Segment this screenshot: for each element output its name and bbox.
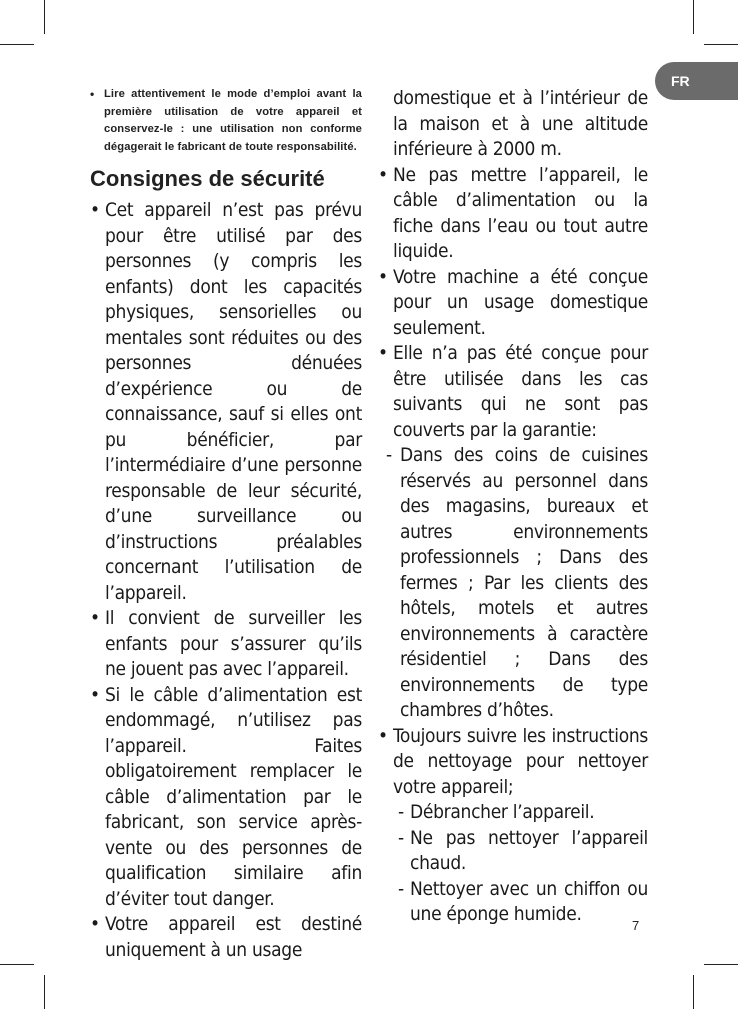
intro-note: • Lire attentivement le mode d’emploi avant la première utilisation de votre appareil et conservez-le : une utilisation non conforme dégagerait le fabricant de toute responsabilité. <box>90 86 362 156</box>
language-tab: FR <box>655 62 738 100</box>
crop-mark <box>0 964 34 965</box>
dash-icon: - <box>398 801 404 823</box>
list-item-text: Votre machine a été conçue pour un usage domestique seulement. <box>393 265 648 339</box>
page-number: 7 <box>632 918 640 933</box>
list-item <box>90 606 362 683</box>
bullet-icon: • <box>378 342 388 364</box>
list-item <box>90 683 362 913</box>
bullet-icon: • <box>90 913 100 935</box>
list-item-text: Cet appareil n’est pas prévu pour être utilisé par des personnes (y compris les enfants) dont les capacités physiques, sensorielles ou mentales sont réduites ou des personnes dénuées d’expérience ou de connaissance, sauf si elles ont pu bénéficier, par l’intermédiaire d’une personne responsable de leur sécurité, d’une surveillance ou d’instructions préalables concernant l’utilisation de l’appareil. <box>105 199 362 604</box>
list-item <box>378 341 648 443</box>
list-item <box>90 912 362 963</box>
dash-icon: - <box>398 826 404 849</box>
list-item <box>378 163 648 265</box>
list-item-text: Il convient de surveiller les enfants pour s’assurer qu’ils ne jouent pas avec l’appareil. <box>105 607 362 680</box>
bullet-icon: • <box>378 265 388 288</box>
dash-icon: - <box>398 877 404 900</box>
left-column <box>90 86 362 963</box>
bullet-icon: • <box>378 724 388 747</box>
bullet-icon: • <box>90 607 100 629</box>
sub-item <box>378 877 648 928</box>
list-item <box>378 724 648 801</box>
list-item-text: Elle n’a pas été conçue pour être utilisée dans les cas suivants qui ne sont pas couverts par la garantie: <box>393 342 648 441</box>
sub-item <box>378 443 648 724</box>
crop-mark <box>704 964 738 965</box>
list-item-text: Ne pas mettre l’appareil, le câble d’alimentation ou la fiche dans l’eau ou tout autre liquide. <box>393 163 648 262</box>
bullet-icon: • <box>90 199 100 221</box>
crop-mark <box>693 0 694 34</box>
crop-mark <box>0 44 34 45</box>
dash-icon: - <box>386 444 392 466</box>
sub-item-text: Débrancher l’appareil. <box>410 801 595 823</box>
right-column <box>378 86 648 928</box>
list-item-text: Si le câble d’alimentation est endommagé, n’utilisez pas l’appareil. Faites obligatoirement remplacer le câble d’alimentation par le fabricant, son service après-vente ou des personnes de qualification similaire afin d’éviter tout danger. <box>105 683 362 910</box>
bullet-icon: • <box>90 683 100 706</box>
sub-item <box>378 826 648 877</box>
list-item <box>90 198 362 606</box>
section-heading: Consignes de sécurité <box>90 166 325 191</box>
bullet-icon: • <box>378 163 388 186</box>
sub-item-text: Ne pas nettoyer l’appareil chaud. <box>410 826 648 874</box>
crop-mark <box>44 975 45 1009</box>
crop-mark <box>693 975 694 1009</box>
list-item-text: Votre appareil est destiné uniquement à un usage <box>105 913 362 961</box>
crop-mark <box>44 0 45 34</box>
list-item <box>378 265 648 342</box>
list-item-continuation: domestique et à l’intérieur de la maison et à une altitude inférieure à 2000 m. <box>393 87 648 160</box>
list-item-text: Toujours suivre les instructions de nettoyage pour nettoyer votre appareil; <box>393 724 648 798</box>
crop-mark <box>704 44 738 45</box>
sub-item-text: Dans des coins de cuisines réservés au personnel dans des magasins, bureaux et autres environnements professionnels ; Dans des fermes ; Par les clients des hôtels, motels et autres environnements à caractère résidentiel ; Dans des environnements de type chambres d’hôtes. <box>400 444 648 721</box>
sub-item-text: Nettoyer avec un chiffon ou une éponge humide. <box>410 877 648 925</box>
sub-item <box>378 800 648 826</box>
